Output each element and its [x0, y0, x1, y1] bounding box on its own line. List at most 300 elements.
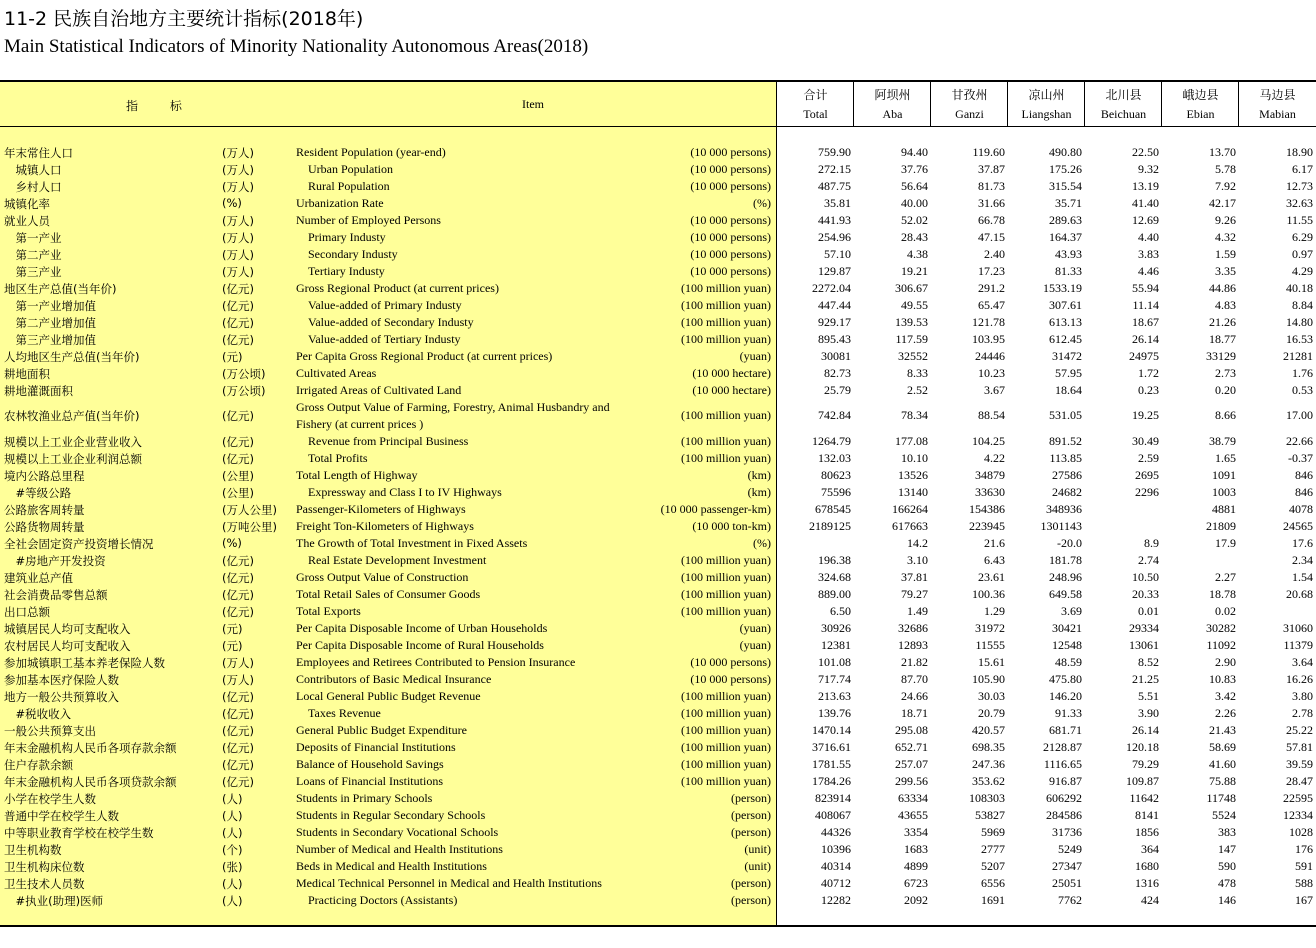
- unit-cn: (亿元): [222, 741, 254, 755]
- column-header-cn: 凉山州: [1028, 88, 1065, 102]
- cell-value: 3.83: [1138, 247, 1159, 261]
- cell-value: 121.78: [972, 315, 1005, 329]
- cell-value: 58.69: [1209, 740, 1236, 754]
- cell-value: 307.61: [1049, 298, 1082, 312]
- table-row: [0, 569, 1316, 586]
- cell-value: 139.76: [818, 706, 851, 720]
- unit-en: (100 million yuan): [681, 689, 771, 703]
- unit-en: (person): [731, 791, 771, 805]
- indicator-cn: 小学在校学生人数: [4, 792, 96, 806]
- table-row: [0, 161, 1316, 178]
- cell-value: 103.95: [972, 332, 1005, 346]
- header-column-divider: [853, 82, 854, 126]
- cell-value: 1533.19: [1043, 281, 1082, 295]
- cell-value: 4899: [904, 859, 928, 873]
- cell-value: 0.20: [1215, 383, 1236, 397]
- cell-value: 20.33: [1132, 587, 1159, 601]
- cell-value: 3.35: [1215, 264, 1236, 278]
- cell-value: 617663: [892, 519, 928, 533]
- cell-value: 57.10: [824, 247, 851, 261]
- header-column-divider: [1007, 82, 1008, 126]
- unit-en: (%): [753, 536, 771, 550]
- cell-value: 146.20: [1049, 689, 1082, 703]
- cell-value: 11555: [975, 638, 1005, 652]
- cell-value: 3.67: [984, 383, 1005, 397]
- cell-value: 75596: [821, 485, 851, 499]
- cell-value: 5524: [1212, 808, 1236, 822]
- item-en: Total Retail Sales of Consumer Goods: [296, 587, 481, 601]
- cell-value: 18.71: [901, 706, 928, 720]
- cell-value: 49.55: [901, 298, 928, 312]
- unit-cn: (元): [222, 639, 243, 653]
- cell-value: 15.61: [978, 655, 1005, 669]
- unit-en: (100 million yuan): [681, 408, 771, 422]
- cell-value: 21.6: [984, 536, 1005, 550]
- indicator-cn: 参加城镇职工基本养老保险人数: [4, 656, 165, 670]
- indicator-cn: 农林牧渔业总产值(当年价): [4, 409, 140, 423]
- table-row: [0, 331, 1316, 348]
- cell-value: 119.60: [972, 145, 1005, 159]
- cell-value: 2296: [1135, 485, 1159, 499]
- cell-value: 2.59: [1138, 451, 1159, 465]
- cell-value: 34879: [975, 468, 1005, 482]
- cell-value: 223945: [969, 519, 1005, 533]
- cell-value: 2.27: [1215, 570, 1236, 584]
- unit-cn: (亿元): [222, 605, 254, 619]
- cell-value: 10.23: [978, 366, 1005, 380]
- cell-value: 1470.14: [812, 723, 851, 737]
- item-en: Cultivated Areas: [296, 366, 377, 380]
- unit-cn: (亿元): [222, 282, 254, 296]
- cell-value: 248.96: [1049, 570, 1082, 584]
- cell-value: 6.17: [1292, 162, 1313, 176]
- table-row: [0, 501, 1316, 518]
- item-en: Value-added of Primary Industy: [296, 298, 462, 312]
- unit-en: (person): [731, 893, 771, 907]
- unit-en: (100 million yuan): [681, 434, 771, 448]
- header-column-divider: [1084, 82, 1085, 126]
- cell-value: 4.40: [1138, 230, 1159, 244]
- indicator-cn: 规模以上工业企业利润总额: [4, 452, 142, 466]
- unit-cn: (万人): [222, 265, 254, 279]
- item-en: Students in Primary Schools: [296, 791, 433, 805]
- column-header-en: Beichuan: [1100, 107, 1147, 121]
- unit-cn: (亿元): [222, 554, 254, 568]
- cell-value: 1316: [1135, 876, 1159, 890]
- cell-value: 5.78: [1215, 162, 1236, 176]
- table-row: [0, 229, 1316, 246]
- cell-value: 11379: [1283, 638, 1313, 652]
- item-en: Value-added of Tertiary Industy: [296, 332, 461, 346]
- cell-value: 5969: [981, 825, 1005, 839]
- cell-value: 28.47: [1286, 774, 1313, 788]
- cell-value: 408067: [815, 808, 851, 822]
- unit-cn: (亿元): [222, 707, 254, 721]
- column-header-cn: 阿坝州: [874, 88, 911, 102]
- header-column-divider: [1238, 82, 1239, 126]
- indicator-cn: 卫生机构数: [4, 843, 62, 857]
- cell-value: 18.64: [1055, 383, 1082, 397]
- cell-value: 167: [1295, 893, 1313, 907]
- table-bottom-rule: [0, 925, 1316, 927]
- header-divider: [0, 126, 1316, 127]
- unit-en: (100 million yuan): [681, 570, 771, 584]
- cell-value: 1856: [1135, 825, 1159, 839]
- cell-value: 19.21: [901, 264, 928, 278]
- table-row: [0, 297, 1316, 314]
- column-header: [931, 82, 1008, 126]
- indicator-cn: 卫生机构床位数: [4, 860, 85, 874]
- cell-value: 80623: [821, 468, 851, 482]
- cell-value: 5249: [1058, 842, 1082, 856]
- unit-cn: (人): [222, 826, 243, 840]
- cell-value: 105.90: [972, 672, 1005, 686]
- unit-cn: (张): [222, 860, 243, 874]
- unit-en: (100 million yuan): [681, 604, 771, 618]
- table-row: [0, 671, 1316, 688]
- item-en: Passenger-Kilometers of Highways: [296, 502, 466, 516]
- cell-value: 590: [1218, 859, 1236, 873]
- cell-value: 3716.61: [812, 740, 851, 754]
- cell-value: 2.74: [1138, 553, 1159, 567]
- cell-value: 17.23: [978, 264, 1005, 278]
- item-en: Total Exports: [296, 604, 361, 618]
- item-en: Urbanization Rate: [296, 196, 384, 210]
- cell-value: 22.50: [1132, 145, 1159, 159]
- item-en: Deposits of Financial Institutions: [296, 740, 456, 754]
- indicator-cn: 城镇人口: [4, 163, 62, 177]
- unit-en: (100 million yuan): [681, 587, 771, 601]
- indicator-cn: #执业(助理)医师: [4, 894, 104, 908]
- cell-value: 2128.87: [1043, 740, 1082, 754]
- unit-en: (10 000 hectare): [692, 383, 771, 397]
- unit-en: (10 000 persons): [690, 145, 771, 159]
- unit-cn: (亿元): [222, 299, 254, 313]
- unit-en: (%): [753, 196, 771, 210]
- cell-value: 120.18: [1126, 740, 1159, 754]
- cell-value: 420.57: [972, 723, 1005, 737]
- cell-value: 39.59: [1286, 757, 1313, 771]
- cell-value: 4.22: [984, 451, 1005, 465]
- cell-value: 441.93: [818, 213, 851, 227]
- item-en: General Public Budget Expenditure: [296, 723, 467, 737]
- unit-cn: (万人): [222, 656, 254, 670]
- cell-value: 26.14: [1132, 723, 1159, 737]
- cell-value: 1683: [904, 842, 928, 856]
- cell-value: 2.26: [1215, 706, 1236, 720]
- cell-value: 18.78: [1209, 587, 1236, 601]
- unit-cn: (亿元): [222, 758, 254, 772]
- cell-value: 490.80: [1049, 145, 1082, 159]
- cell-value: 6.50: [830, 604, 851, 618]
- cell-value: 8141: [1135, 808, 1159, 822]
- cell-value: 2.73: [1215, 366, 1236, 380]
- indicator-cn: 年末常住人口: [4, 146, 73, 160]
- cell-value: 81.73: [978, 179, 1005, 193]
- table-row: [0, 535, 1316, 552]
- cell-value: 55.94: [1132, 281, 1159, 295]
- indicator-cn: 年末金融机构人民币各项贷款余额: [4, 775, 177, 789]
- cell-value: 1.29: [984, 604, 1005, 618]
- cell-value: 11642: [1129, 791, 1159, 805]
- cell-value: 5.51: [1138, 689, 1159, 703]
- cell-value: 4.46: [1138, 264, 1159, 278]
- cell-value: 1264.79: [812, 434, 851, 448]
- indicator-cn: 住户存款余额: [4, 758, 73, 772]
- column-header: [854, 82, 931, 126]
- item-en: Freight Ton-Kilometers of Highways: [296, 519, 474, 533]
- item-en: Taxes Revenue: [296, 706, 381, 720]
- cell-value: 7762: [1058, 893, 1082, 907]
- cell-value: 79.29: [1132, 757, 1159, 771]
- unit-en: (100 million yuan): [681, 281, 771, 295]
- cell-value: 1091: [1212, 468, 1236, 482]
- item-en: The Growth of Total Investment in Fixed Assets: [296, 536, 528, 550]
- cell-value: 177.08: [895, 434, 928, 448]
- cell-value: 2.40: [984, 247, 1005, 261]
- cell-value: 181.78: [1049, 553, 1082, 567]
- unit-cn: (万人): [222, 231, 254, 245]
- cell-value: 11092: [1206, 638, 1236, 652]
- cell-value: 32686: [898, 621, 928, 635]
- item-en: Students in Regular Secondary Schools: [296, 808, 486, 822]
- item-en: Loans of Financial Institutions: [296, 774, 443, 788]
- cell-value: 284586: [1046, 808, 1082, 822]
- cell-value: 53827: [975, 808, 1005, 822]
- cell-value: 678545: [815, 502, 851, 516]
- cell-value: 4.32: [1215, 230, 1236, 244]
- column-header-en: Total: [803, 107, 828, 121]
- cell-value: 475.80: [1049, 672, 1082, 686]
- unit-en: (10 000 persons): [690, 672, 771, 686]
- cell-value: 20.68: [1286, 587, 1313, 601]
- cell-value: 21.26: [1209, 315, 1236, 329]
- header-column-divider: [930, 82, 931, 126]
- item-en: Per Capita Gross Regional Product (at current prices): [296, 349, 553, 363]
- unit-en: (10 000 persons): [690, 230, 771, 244]
- cell-value: 40.18: [1286, 281, 1313, 295]
- column-header-en: Ebian: [1186, 107, 1215, 121]
- cell-value: 759.90: [818, 145, 851, 159]
- indicator-cn: 就业人员: [4, 214, 50, 228]
- cell-value: 33129: [1206, 349, 1236, 363]
- cell-value: 649.58: [1049, 587, 1082, 601]
- indicator-cn: 乡村人口: [4, 180, 62, 194]
- cell-value: 27586: [1052, 468, 1082, 482]
- cell-value: 14.80: [1286, 315, 1313, 329]
- table-row: [0, 705, 1316, 722]
- cell-value: 10.50: [1132, 570, 1159, 584]
- cell-value: 139.53: [895, 315, 928, 329]
- table-row: [0, 603, 1316, 620]
- cell-value: 0.97: [1292, 247, 1313, 261]
- cell-value: 348936: [1046, 502, 1082, 516]
- cell-value: 6.43: [984, 553, 1005, 567]
- cell-value: 25.79: [824, 383, 851, 397]
- cell-value: 40314: [821, 859, 851, 873]
- cell-value: 291.2: [978, 281, 1005, 295]
- unit-cn: (亿元): [222, 724, 254, 738]
- cell-value: 531.05: [1049, 408, 1082, 422]
- table-row: [0, 399, 1316, 433]
- cell-value: 1691: [981, 893, 1005, 907]
- cell-value: 0.01: [1138, 604, 1159, 618]
- column-header-cn: 北川县: [1105, 88, 1142, 102]
- cell-value: 18.90: [1286, 145, 1313, 159]
- table-row: [0, 739, 1316, 756]
- cell-value: 31472: [1052, 349, 1082, 363]
- item-en: Resident Population (year-end): [296, 145, 446, 159]
- cell-value: 48.59: [1055, 655, 1082, 669]
- indicator-cn: 公路旅客周转量: [4, 503, 85, 517]
- table-row: [0, 637, 1316, 654]
- cell-value: 14.2: [907, 536, 928, 550]
- indicator-cn: 年末金融机构人民币各项存款余额: [4, 741, 177, 755]
- indicator-cn: #等级公路: [4, 486, 72, 500]
- cell-value: 3.90: [1138, 706, 1159, 720]
- unit-cn: (亿元): [222, 409, 254, 423]
- cell-value: 25051: [1052, 876, 1082, 890]
- unit-en: (km): [747, 485, 771, 499]
- unit-en: (10 000 persons): [690, 213, 771, 227]
- column-header-cn: 甘孜州: [951, 88, 988, 102]
- table-row: [0, 467, 1316, 484]
- table-row: [0, 858, 1316, 875]
- cell-value: 87.70: [901, 672, 928, 686]
- cell-value: 588: [1295, 876, 1313, 890]
- unit-cn: (万人): [222, 163, 254, 177]
- cell-value: 8.52: [1138, 655, 1159, 669]
- cell-value: 12381: [821, 638, 851, 652]
- indicator-cn: 第一产业增加值: [4, 299, 96, 313]
- cell-value: 12.69: [1132, 213, 1159, 227]
- table-row: [0, 892, 1316, 909]
- cell-value: 66.78: [978, 213, 1005, 227]
- item-en: Expressway and Class I to IV Highways: [296, 485, 502, 499]
- cell-value: 21809: [1206, 519, 1236, 533]
- cell-value: 35.71: [1055, 196, 1082, 210]
- cell-value: 2.52: [907, 383, 928, 397]
- cell-value: 132.03: [818, 451, 851, 465]
- column-header: [1239, 82, 1316, 126]
- cell-value: 8.9: [1144, 536, 1159, 550]
- cell-value: 2189125: [809, 519, 851, 533]
- cell-value: 29334: [1129, 621, 1159, 635]
- unit-en: (100 million yuan): [681, 332, 771, 346]
- unit-cn: (万公顷): [222, 384, 266, 398]
- unit-cn: (元): [222, 622, 243, 636]
- cell-value: 12282: [821, 893, 851, 907]
- cell-value: 612.45: [1049, 332, 1082, 346]
- cell-value: 146: [1218, 893, 1236, 907]
- cell-value: 41.60: [1209, 757, 1236, 771]
- cell-value: 1.72: [1138, 366, 1159, 380]
- cell-value: 324.68: [818, 570, 851, 584]
- indicator-cn: 第一产业: [4, 231, 62, 245]
- column-header-en: Liangshan: [1021, 107, 1072, 121]
- table-row: [0, 722, 1316, 739]
- cell-value: 57.81: [1286, 740, 1313, 754]
- item-en: Rural Population: [296, 179, 390, 193]
- cell-value: 65.47: [978, 298, 1005, 312]
- indicator-cn: 中等职业教育学校在校学生数: [4, 826, 154, 840]
- cell-value: 117.59: [895, 332, 928, 346]
- column-header: [777, 82, 854, 126]
- cell-value: 895.43: [818, 332, 851, 346]
- unit-en: (yuan): [739, 621, 771, 635]
- cell-value: 176: [1295, 842, 1313, 856]
- cell-value: 1781.55: [812, 757, 851, 771]
- cell-value: 40712: [821, 876, 851, 890]
- unit-cn: (万人): [222, 214, 254, 228]
- item-en: Medical Technical Personnel in Medical and Health Institutions: [296, 876, 602, 890]
- indicator-cn: 全社会固定资产投资增长情况: [4, 537, 154, 551]
- cell-value: 1301143: [1040, 519, 1082, 533]
- indicator-cn: 普通中学在校学生人数: [4, 809, 119, 823]
- item-en: Number of Employed Persons: [296, 213, 441, 227]
- header-column-divider: [1161, 82, 1162, 126]
- table-row: [0, 518, 1316, 535]
- unit-en: (person): [731, 825, 771, 839]
- table-row: [0, 314, 1316, 331]
- indicator-cn: 境内公路总里程: [4, 469, 85, 483]
- unit-en: (10 000 hectare): [692, 366, 771, 380]
- page-title-cn: 11-2 民族自治地方主要统计指标(2018年): [4, 8, 364, 30]
- cell-value: 31972: [975, 621, 1005, 635]
- cell-value: 1.65: [1215, 451, 1236, 465]
- cell-value: 30.03: [978, 689, 1005, 703]
- cell-value: 24565: [1283, 519, 1313, 533]
- table-row: [0, 348, 1316, 365]
- cell-value: 57.95: [1055, 366, 1082, 380]
- cell-value: 1.59: [1215, 247, 1236, 261]
- cell-value: 2272.04: [812, 281, 851, 295]
- cell-value: 10.83: [1209, 672, 1236, 686]
- cell-value: 652.71: [895, 740, 928, 754]
- indicator-cn: #税收收入: [4, 707, 72, 721]
- column-header: [1162, 82, 1239, 126]
- cell-value: 30.49: [1132, 434, 1159, 448]
- unit-en: (10 000 persons): [690, 179, 771, 193]
- unit-cn: (公里): [222, 486, 254, 500]
- item-en: Per Capita Disposable Income of Urban Households: [296, 621, 548, 635]
- cell-value: 315.54: [1049, 179, 1082, 193]
- table-row: [0, 875, 1316, 892]
- cell-value: 1784.26: [812, 774, 851, 788]
- cell-value: 0.23: [1138, 383, 1159, 397]
- cell-value: 8.66: [1215, 408, 1236, 422]
- cell-value: 698.35: [972, 740, 1005, 754]
- table-row: [0, 688, 1316, 705]
- item-en: Tertiary Industy: [296, 264, 385, 278]
- cell-value: 2.78: [1292, 706, 1313, 720]
- cell-value: 11748: [1206, 791, 1236, 805]
- item-en: Secondary Industy: [296, 247, 398, 261]
- cell-value: 2.90: [1215, 655, 1236, 669]
- unit-en: (100 million yuan): [681, 706, 771, 720]
- cell-value: 16.53: [1286, 332, 1313, 346]
- cell-value: 295.08: [895, 723, 928, 737]
- cell-value: 1028: [1289, 825, 1313, 839]
- unit-cn: (公里): [222, 469, 254, 483]
- cell-value: 306.67: [895, 281, 928, 295]
- indicator-cn: 地方一般公共预算收入: [4, 690, 119, 704]
- cell-value: 10.10: [901, 451, 928, 465]
- unit-en: (100 million yuan): [681, 298, 771, 312]
- indicator-cn: 第三产业: [4, 265, 62, 279]
- unit-cn: (%): [222, 196, 242, 210]
- cell-value: 4881: [1212, 502, 1236, 516]
